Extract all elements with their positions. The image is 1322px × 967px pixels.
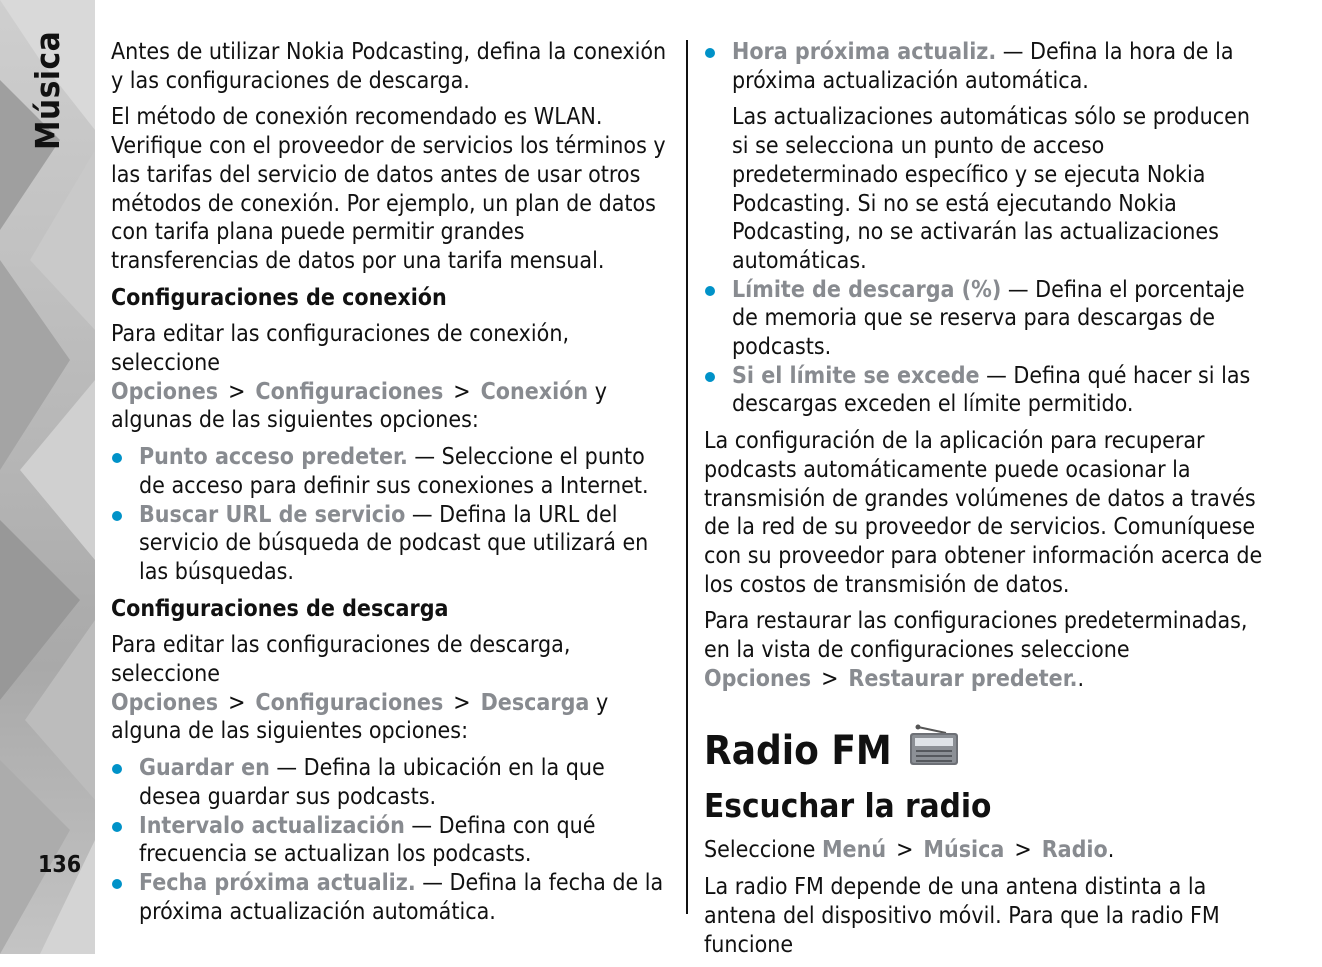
option-term: Fecha próxima actualiz. <box>139 869 416 896</box>
download-options-list-continued <box>704 38 1270 419</box>
connection-lead: Para editar las configuraciones de conexión, seleccione <box>111 321 570 377</box>
left-column <box>111 38 673 934</box>
option-description: — Seleccione el punto de acceso para definir sus conexiones a Internet. <box>139 444 649 499</box>
menu-path-opciones: Opciones <box>704 665 812 692</box>
select-paragraph <box>704 836 1270 865</box>
bullet-icon <box>112 511 122 521</box>
bullet-icon <box>705 286 715 296</box>
select-lead: Seleccione <box>704 837 816 864</box>
menu-path-opciones: Opciones <box>111 378 219 405</box>
menu-path-musica: Música <box>923 837 1005 864</box>
chapter-title <box>704 721 1270 780</box>
option-term: Guardar en <box>139 755 270 782</box>
list-item <box>111 501 673 587</box>
menu-path-descarga: Descarga <box>480 689 590 716</box>
connection-path-paragraph <box>111 320 673 435</box>
list-item <box>111 869 673 926</box>
option-description: — Defina la ubicación en la que desea guardar sus podcasts. <box>139 755 605 810</box>
download-lead: Para editar las configuraciones de descarga, seleccione <box>111 632 571 688</box>
option-description: — Defina qué hacer si las descargas exceden el límite permitido. <box>732 362 1251 418</box>
list-item <box>704 276 1270 362</box>
option-term: Intervalo actualización <box>139 812 405 839</box>
intro-paragraph: Antes de utilizar Nokia Podcasting, defina la conexión y las configuraciones de descarga. <box>111 39 667 94</box>
path-separator: > <box>228 689 246 716</box>
option-description: — Defina el porcentaje de memoria que se reserva para descargas de podcasts. <box>732 276 1245 361</box>
section-heading: Escuchar la radio <box>704 786 992 826</box>
path-separator: > <box>453 378 471 405</box>
radio-icon <box>908 721 960 780</box>
bullet-icon <box>112 453 122 463</box>
page-number: 136 <box>38 852 82 878</box>
path-separator: > <box>228 378 246 405</box>
connection-settings-heading: Configuraciones de conexión <box>111 284 447 311</box>
menu-path-menu: Menú <box>821 837 887 864</box>
menu-path-conexion: Conexión <box>480 378 589 405</box>
download-settings-heading: Configuraciones de descarga <box>111 595 449 622</box>
path-separator: > <box>896 837 914 864</box>
option-description: — Defina la fecha de la próxima actualización automática. <box>139 869 664 925</box>
column-divider <box>686 40 688 914</box>
list-item <box>111 443 673 500</box>
connection-tail: y algunas de las siguientes opciones: <box>111 378 607 434</box>
option-term: Punto acceso predeter. <box>139 444 408 471</box>
wlan-paragraph: El método de conexión recomendado es WLAN. Verifique con el proveedor de servicios los términos y las tarifas del servicio de datos antes de usar otros métodos de conexión. Por ejemplo, un plan de datos con tarifa plana puede permitir grandes transferencias de datos por una tarifa mensual. <box>111 104 666 274</box>
bullet-icon <box>112 764 122 774</box>
connection-options-list <box>111 443 673 587</box>
path-separator: > <box>821 665 839 692</box>
list-item <box>111 812 673 869</box>
option-description: — Defina la URL del servicio de búsqueda de podcast que utilizará en las búsquedas. <box>139 501 649 585</box>
right-column <box>704 38 1270 967</box>
menu-path-opciones: Opciones <box>111 689 219 716</box>
chapter-title-text: Radio FM <box>704 727 892 774</box>
download-tail: y alguna de las siguientes opciones: <box>111 689 609 745</box>
list-item <box>111 754 673 811</box>
bullet-icon <box>112 822 122 832</box>
bullet-icon <box>705 372 715 382</box>
option-note: Las actualizaciones automáticas sólo se producen si se selecciona un punto de acceso predeterminado específico y se ejecuta Nokia Podcasting. Si no se está ejecutando Nokia Podcasting, no se activarán las actualizaciones automáticas. <box>732 104 1250 274</box>
radio-antenna-paragraph: La radio FM depende de una antena distinta a la antena del dispositivo móvil. Para que la radio FM funcione <box>704 874 1220 958</box>
select-end: . <box>1107 837 1115 864</box>
restore-lead: Para restaurar las configuraciones predeterminadas, en la vista de configuraciones seleccione <box>704 608 1248 664</box>
download-options-list <box>111 754 673 926</box>
restore-end: . <box>1077 665 1085 692</box>
bullet-icon <box>112 879 122 889</box>
section-title: Música <box>28 30 67 150</box>
option-description: — Defina la hora de la próxima actualización automática. <box>732 39 1234 94</box>
option-term: Hora próxima actualiz. <box>732 39 997 65</box>
path-separator: > <box>453 689 471 716</box>
menu-path-radio: Radio <box>1041 837 1108 864</box>
bullet-icon <box>705 48 715 58</box>
option-term: Buscar URL de servicio <box>139 501 406 528</box>
list-item <box>704 38 1270 276</box>
data-cost-paragraph: La configuración de la aplicación para recuperar podcasts automáticamente puede ocasionar la transmisión de grandes volúmenes de datos a través de la red de su proveedor de servicios. Comuníquese con su proveedor para obtener información acerca de los costos de transmisión de datos. <box>704 428 1263 598</box>
option-description: — Defina con qué frecuencia se actualizan los podcasts. <box>139 812 596 868</box>
download-path-paragraph <box>111 631 673 746</box>
path-separator: > <box>1014 837 1032 864</box>
restore-paragraph <box>704 607 1270 693</box>
option-term: Límite de descarga (%) <box>732 276 1002 303</box>
menu-path-configuraciones: Configuraciones <box>255 378 444 405</box>
menu-path-restaurar: Restaurar predeter. <box>848 665 1078 692</box>
menu-path-configuraciones: Configuraciones <box>255 689 444 716</box>
option-term: Si el límite se excede <box>732 362 980 389</box>
list-item <box>704 362 1270 419</box>
